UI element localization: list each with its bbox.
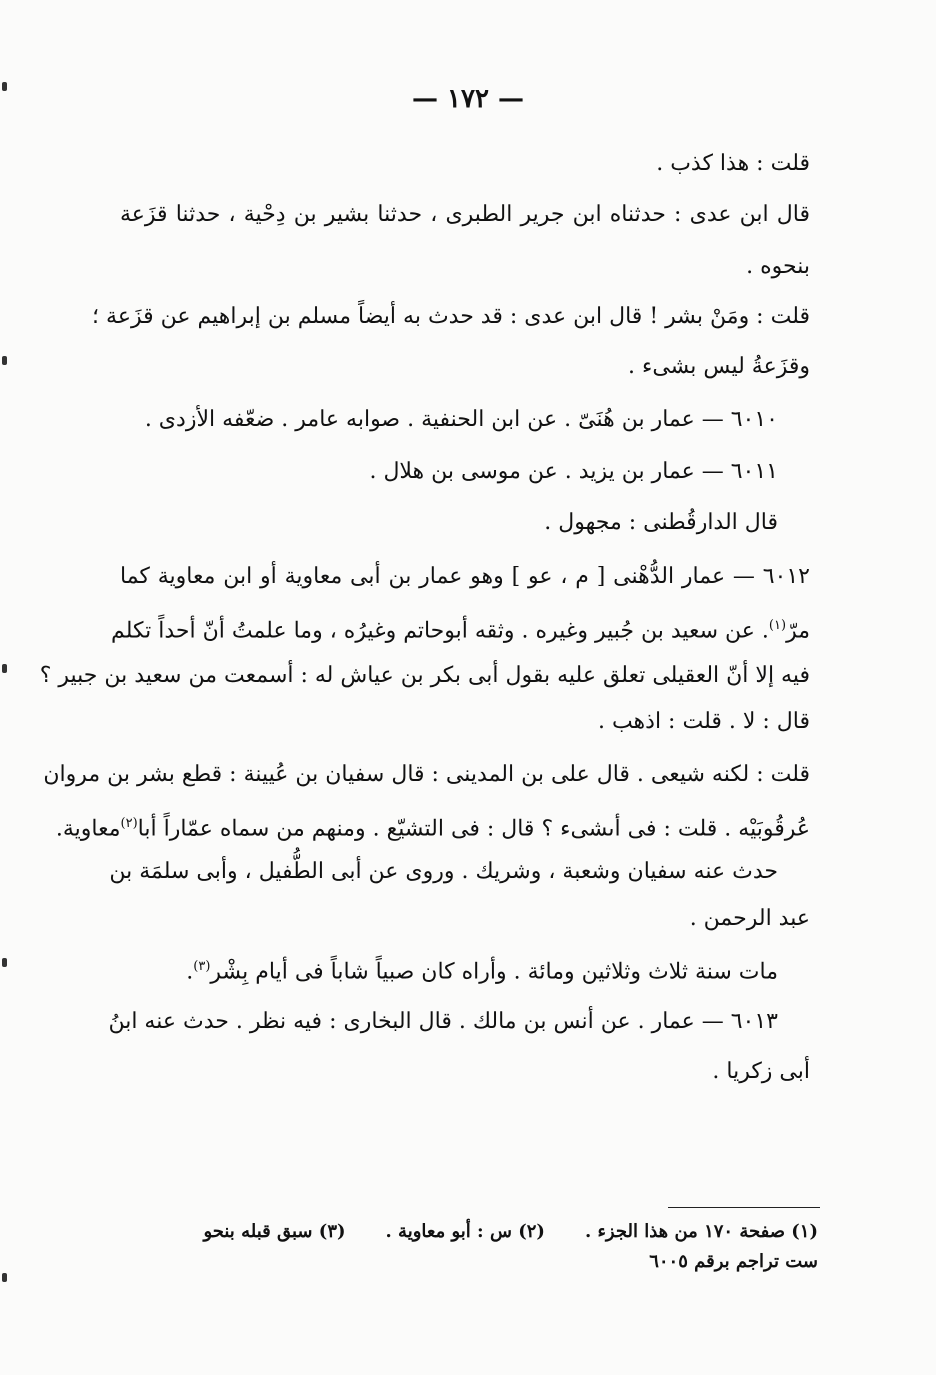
text-line-1: قلت : هذا كذب . (656, 151, 810, 176)
text-line-11: فيه إلا أنّ العقيلى تعلق عليه بقول أبى بكر بن عياش له : أسمعت من سعيد بن جبير ؟ (39, 663, 810, 688)
text-line-8: قال الدارقُطنى : مجهول . (544, 510, 778, 535)
text-line-16: عبد الرحمن . (689, 906, 810, 931)
text-segment: عُرقُوبَيْه . قلت : فى أىشىء ؟ قال : فى التشيّع . ومنهم من سماه عمّاراً أبا (137, 816, 810, 842)
text-line-19: أبى زكريا . (712, 1059, 810, 1084)
text-segment: . (186, 959, 194, 985)
text-segment: . عن سعيد بن جُبير وغيره . وثقه أبوحاتم وغيرُه ، وما علمتُ أنّ أحداً تكلم (111, 618, 769, 644)
text-line-14 (55, 808, 810, 845)
text-line-17 (128, 951, 778, 988)
footnote-ref-3: (٣) (193, 959, 211, 974)
entry-6012: ٦٠١٢ — عمار الدُّهْنى [ م ، عو ] وهو عمار بن أبى معاوية أو ابن معاوية كما (120, 564, 810, 589)
footnote-3: (٣) سبق قبله بنحو (203, 1221, 346, 1242)
scan-edge-mark (2, 1273, 7, 1282)
text-line-3: بنحوه . (746, 254, 810, 279)
page-number: — ١٧٢ — (411, 84, 525, 114)
footnote-ref-1: (١) (768, 618, 787, 633)
text-line-5: وقزَعةُ ليس بشىء . (628, 354, 810, 379)
footnote-ref-2: (٢) (120, 816, 138, 831)
scan-edge-mark (2, 664, 7, 673)
footnote-separator (668, 1207, 820, 1208)
text-line-4: قلت : ومَنْ بشر ! قال ابن عدى : قد حدث به أيضاً مسلم بن إبراهيم عن قزَعة ؛ (92, 304, 810, 329)
text-segment: معاوية. (55, 816, 121, 842)
scan-edge-mark (2, 958, 7, 967)
text-segment: مات سنة ثلاث وثلاثين ومائة . وأراه كان صبياً شاباً فى أيام بِشْر (210, 959, 778, 985)
text-segment: مرّ (786, 618, 810, 644)
text-line-10 (111, 610, 810, 647)
footnote-1: (١) صفحة ١٧٠ من هذا الجزء . (584, 1221, 818, 1242)
footnotes-line-1 (138, 1218, 818, 1246)
text-line-15: حدث عنه سفيان وشعبة ، وشريك . وروى عن أبى الطُّفيل ، وأبى سلمَة بن (109, 859, 778, 884)
entry-6010: ٦٠١٠ — عمار بن هُنَىّ . عن ابن الحنفية . صوابه عامر . ضعّفه الأزدى . (144, 407, 778, 432)
entry-6011: ٦٠١١ — عمار بن يزيد . عن موسى بن هلال . (369, 459, 778, 484)
footnotes-line-2: ست تراجم برقم ٦٠٠٥ (649, 1251, 818, 1272)
text-line-12: قال : لا . قلت : اذهب . (597, 709, 810, 734)
scan-edge-mark (2, 356, 7, 365)
footnote-2: (٢) س : أبو معاوية . (385, 1221, 545, 1242)
entry-6013: ٦٠١٣ — عمار . عن أنس بن مالك . قال البخارى : فيه نظر . حدث عنه ابنُ (108, 1009, 778, 1034)
text-line-2: قال ابن عدى : حدثناه ابن جرير الطبرى ، حدثنا بشير بن دِحْية ، حدثنا قزَعة (120, 202, 810, 227)
scan-edge-mark (2, 82, 7, 91)
text-line-13: قلت : لكنه شيعى . قال على بن المدينى : قال سفيان بن عُيينة : قطع بشر بن مروان (43, 762, 810, 787)
